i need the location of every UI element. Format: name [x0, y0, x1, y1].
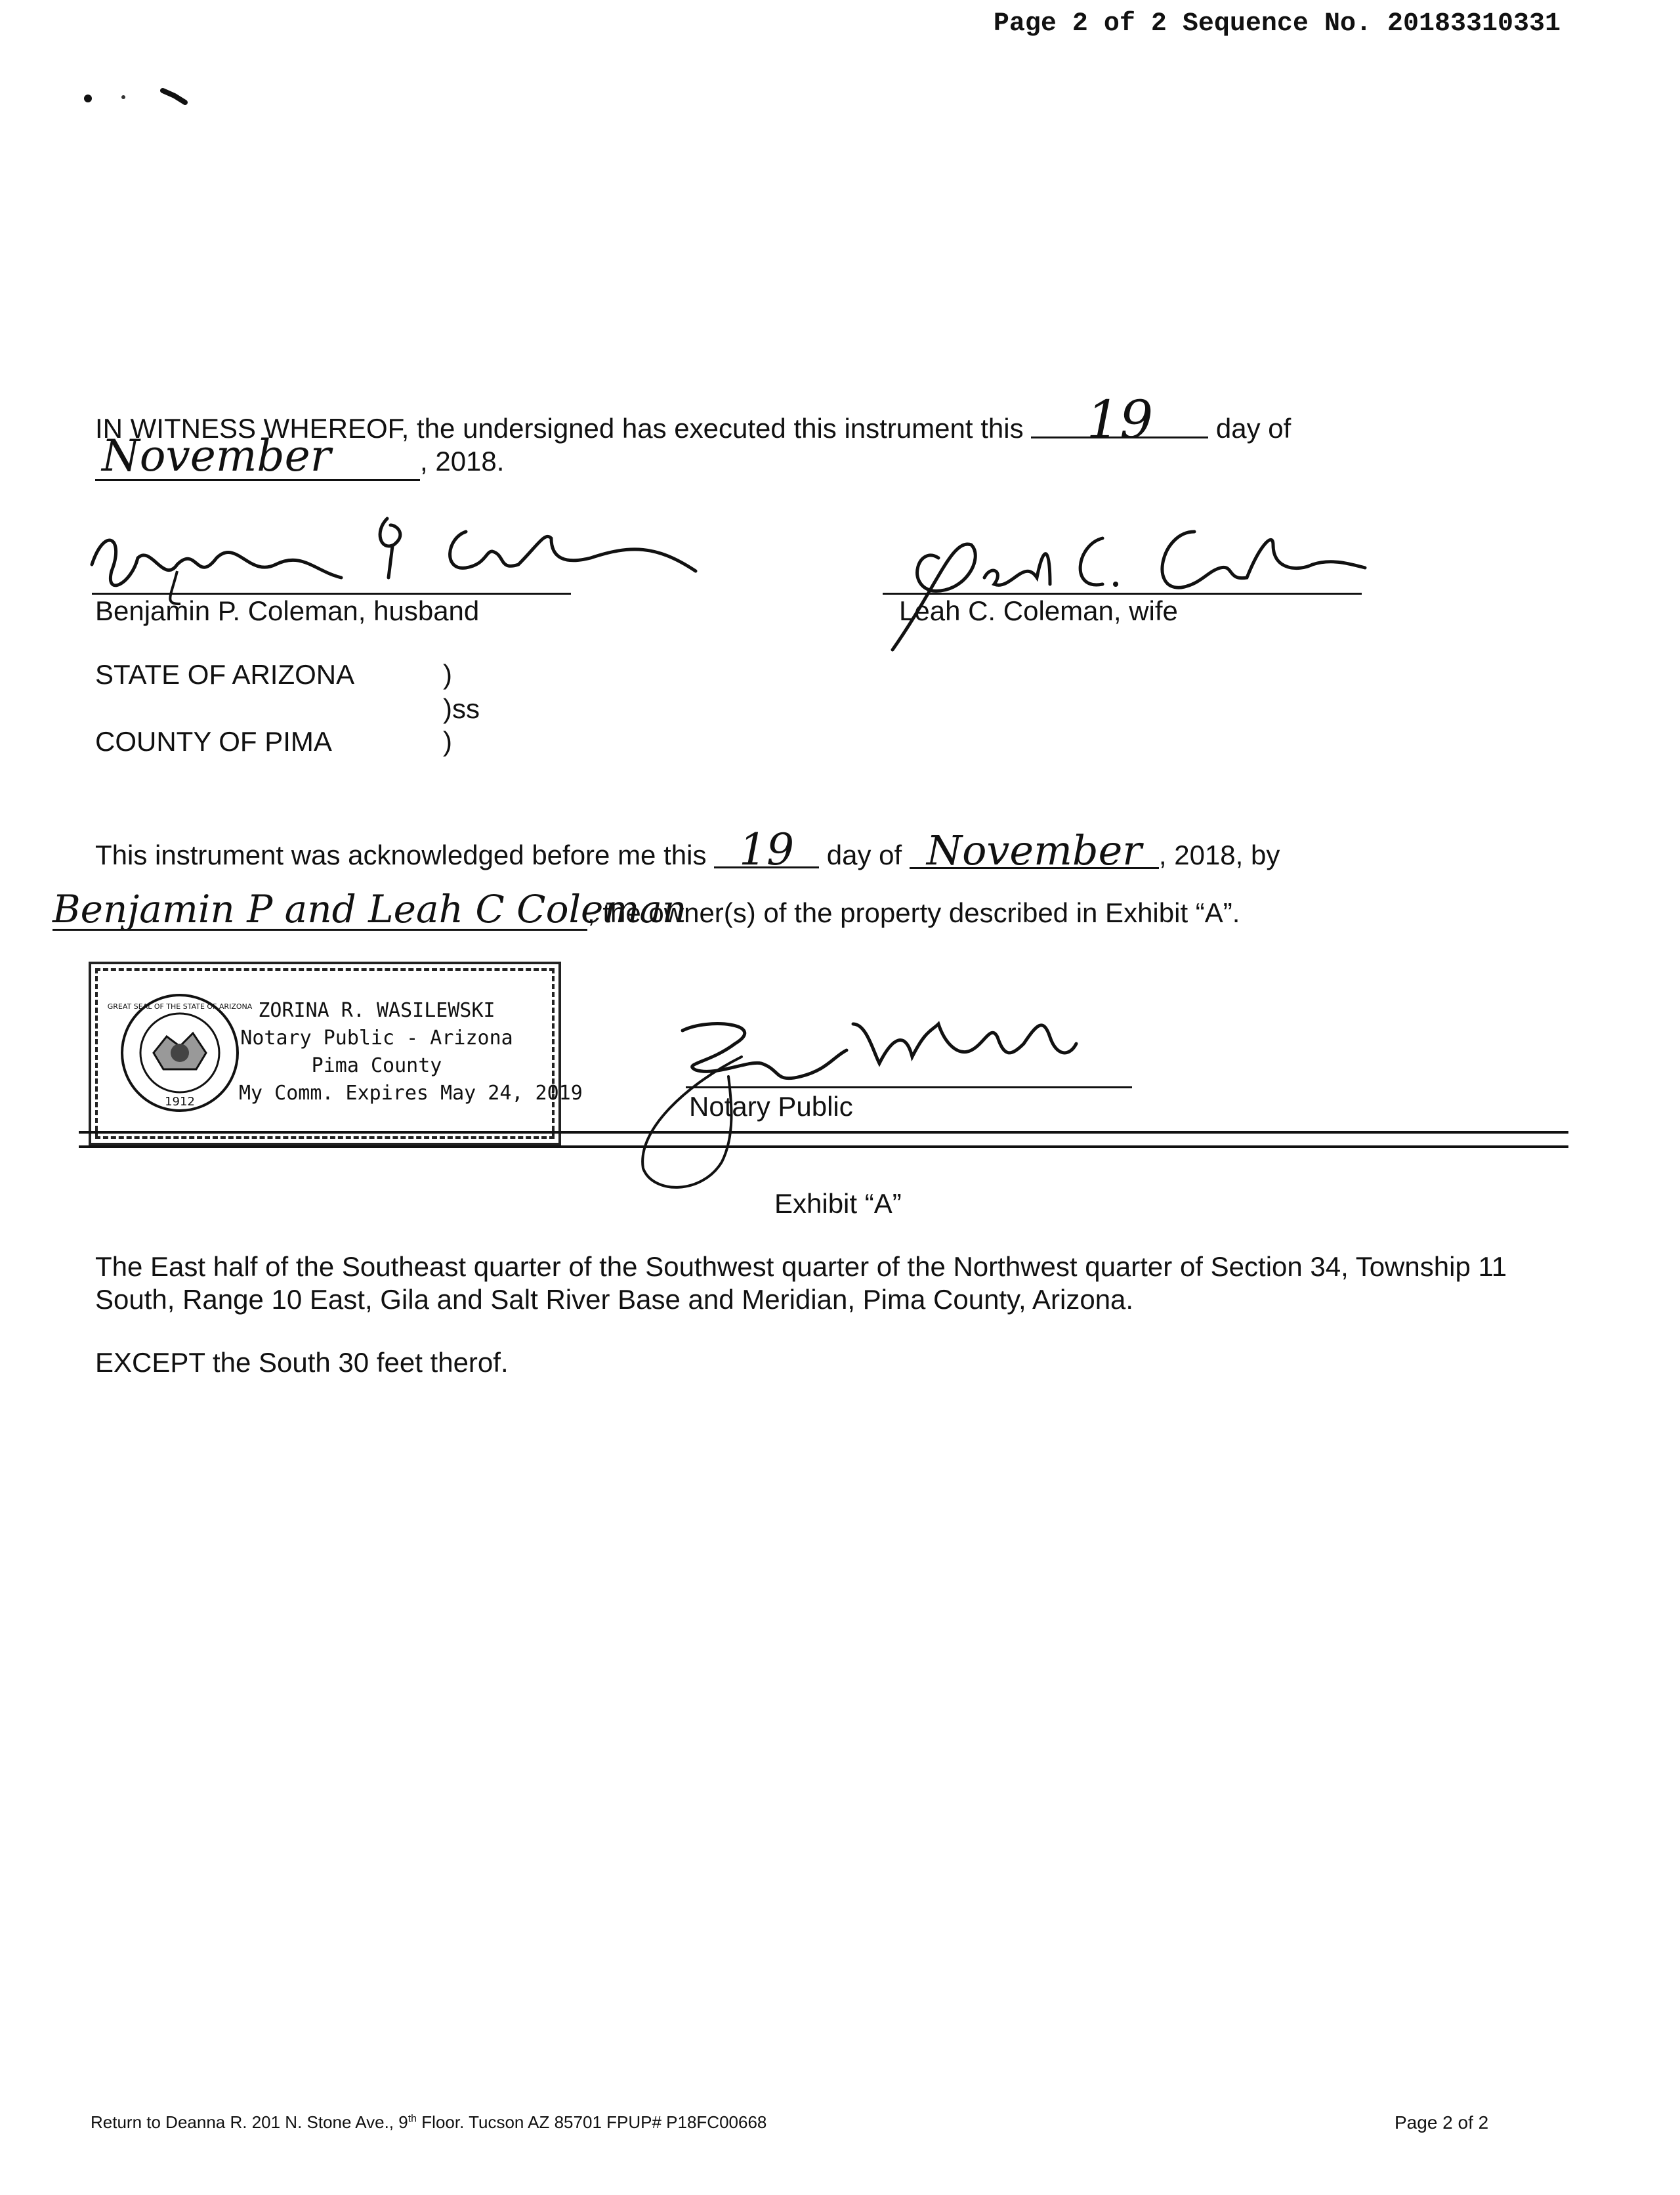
ack-post: , 2018, by	[1158, 840, 1280, 870]
notary-signature-line	[686, 1086, 1132, 1088]
ack-month: November	[910, 834, 1159, 869]
stamp-notary-name: ZORINA R. WASILEWSKI	[258, 999, 495, 1022]
ack-pre: This instrument was acknowledged before me this	[95, 840, 707, 870]
footer-page-number: Page 2 of 2	[1395, 2112, 1489, 2133]
ack-names: Benjamin P and Leah C Coleman	[52, 887, 687, 931]
exhibit-title: Exhibit “A”	[774, 1188, 902, 1219]
exhibit-exception: EXCEPT the South 30 feet therof.	[95, 1347, 509, 1378]
venue-paren-2: )	[443, 726, 452, 757]
acknowledgment-names-line	[52, 889, 1240, 931]
seal-text: GREAT SEAL OF THE STATE OF ARIZONA	[107, 1002, 253, 1011]
venue-county: COUNTY OF PIMA	[95, 726, 332, 757]
witness-month-line	[95, 433, 504, 481]
divider-rule-top	[79, 1131, 1568, 1134]
exhibit-description-line-2: South, Range 10 East, Gila and Salt River Base and Meridian, Pima County, Arizona.	[95, 1284, 1134, 1315]
venue-paren-1: )	[443, 659, 452, 690]
notary-stamp	[95, 968, 583, 1139]
stamp-lines	[239, 997, 583, 1107]
venue-state: STATE OF ARIZONA	[95, 659, 355, 690]
stamp-notary-title: Notary Public - Arizona	[240, 1027, 513, 1050]
stamp-county: Pima County	[311, 1054, 442, 1077]
stamp-expires: My Comm. Expires May 24, 2019	[239, 1082, 583, 1105]
venue-ss: )ss	[443, 693, 480, 724]
witness-day: 19	[1031, 404, 1208, 438]
arizona-seal-icon	[107, 991, 253, 1115]
ack-owners: , the owner(s) of the property described in Exhibit “A”.	[587, 897, 1240, 928]
ack-dayof: day of	[826, 840, 902, 870]
notary-public-label: Notary Public	[689, 1091, 853, 1122]
footer-return-to: Return to Deanna R. 201 N. Stone Ave., 9th Floor. Tucson AZ 85701 FPUP# P18FC00668	[91, 2112, 767, 2132]
witness-pre: IN WITNESS WHEREOF, the undersigned has executed this instrument this	[95, 413, 1024, 444]
signer-right-name: Leah C. Coleman, wife	[899, 595, 1178, 626]
signature-leah	[853, 505, 1378, 656]
exhibit-description-line-1: The East half of the Southeast quarter of the Southwest quarter of the Northwest quarter of Section 34, Township 11	[95, 1251, 1507, 1282]
signer-left-name: Benjamin P. Coleman, husband	[95, 595, 480, 626]
witness-year: , 2018.	[420, 446, 505, 477]
divider-rule-bottom	[79, 1145, 1568, 1148]
ack-day: 19	[714, 834, 819, 868]
acknowledgment-line	[95, 824, 1280, 875]
seal-year: 1912	[165, 1095, 195, 1109]
scan-specks	[79, 85, 197, 112]
witness-dayof: day of	[1215, 413, 1292, 444]
page-header: Page 2 of 2 Sequence No. 20183310331	[993, 9, 1561, 39]
witness-month: November	[95, 433, 420, 481]
